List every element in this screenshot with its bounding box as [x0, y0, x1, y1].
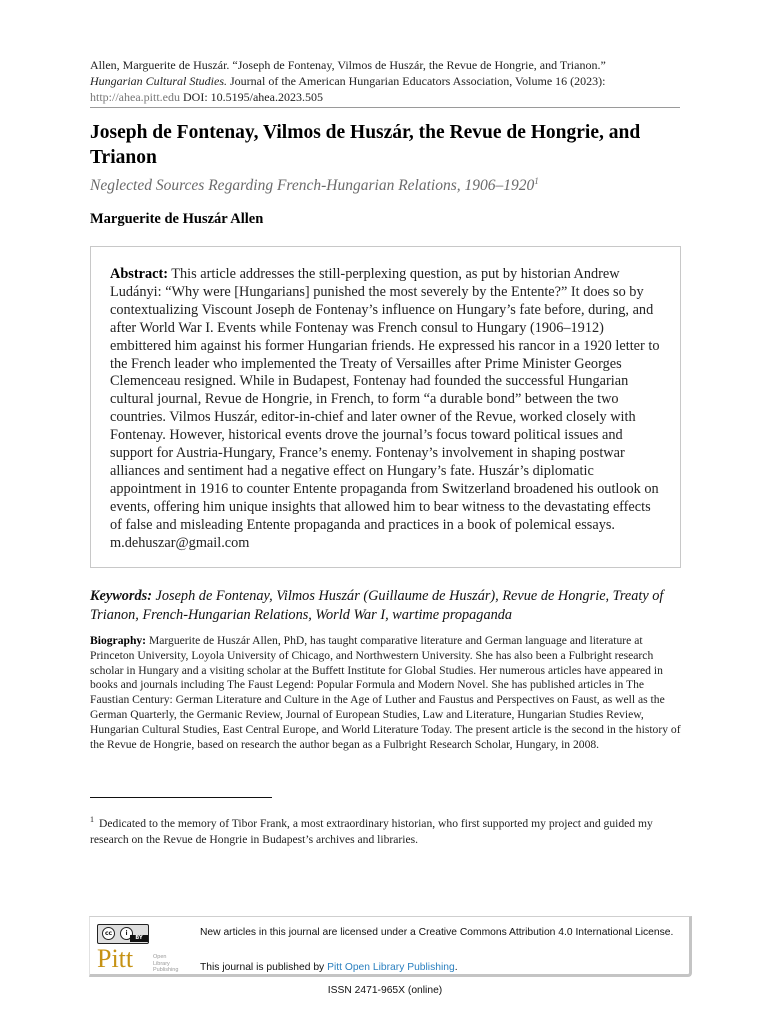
citation-line-2	[90, 73, 690, 89]
footnote-text: Dedicated to the memory of Tibor Frank, a most extraordinary historian, who first supported my project and guided my research on the Revue de Hongrie in Budapest’s archives and libraries.	[90, 817, 653, 846]
cc-by-label: BY	[130, 935, 148, 942]
footnote	[90, 816, 680, 848]
journal-name: Hungarian Cultural Studies.	[90, 74, 228, 88]
footnote-mark: 1	[90, 815, 94, 825]
logo-sub-library: Library	[153, 960, 170, 967]
article-subtitle	[90, 177, 680, 195]
abstract-text: This article addresses the still-perplexing question, as put by historian Andrew Ludányi: “Why were [Hungarians] punished the most severely by the Entente?” It does so by contextualizing Viscount Joseph de Fontenay’s influence on Hungary’s fate before, during, and after World War I. Events while Fontenay was French consul to Hungary (1906–1912) embittered him against his former Hungarian friends. He expressed his rancor in a 1920 letter to the French leader who implemented the Treaty of Versailles after Prime Minister Georges Clemenceau resigned. While in Budapest, Fontenay had founded the successful Hungarian cultural journal, Revue de Hongrie, in French, to form “a durable bond” between the two countries. Vilmos Huszár, editor-in-chief and later owner of the Revue, worked closely with Fontenay. However, historical events drove the journal’s focus toward political issues and support for Austria-Hungary, France’s enemy. Fontenay’s involvement in shaping postwar alliances and sentiment had a negative effect on Hungary’s fate. Huszár’s diplomatic appointment in 1916 to counter Entente propaganda from Switzerland broadened his outlook on events, offering him unique insights that allowed him to bear witness to the devastating effects of false and misleading Entente propaganda and practices in a book of polemical essays. m.dehuszar@gmail.com	[110, 266, 660, 551]
footnote-divider	[90, 797, 272, 798]
biography-text: Marguerite de Huszár Allen, PhD, has taught comparative literature and German language and literature at Princeton University, Loyola University of Chicago, and Northwestern University. She has also been a Fulbright research scholar in Hungary and a visiting scholar at the Buffett Institute for Global Studies. Her numerous articles have appeared in books and journals including The Faust Legend: Popular Formula and Modern Novel. She has published articles in The Faustian Century: German Literature and Culture in the Age of Luther and Faustus and Perspectives on Faust, as well as the German Quarterly, the Germanic Review, Journal of European Studies, Law and Literature, Hungarian Studies Review, Hungarian Cultural Studies, East Central Europe, and World Literature Today. The present article is the second in the history of the Revue de Hongrie, based on research the author began as a Fulbright Research Scholar, Hungary, in 2008.	[90, 634, 681, 751]
abstract-box	[90, 246, 681, 568]
article-title: Joseph de Fontenay, Vilmos de Huszár, the Revue de Hongrie, and Trianon	[90, 122, 641, 168]
license-footer	[89, 916, 692, 977]
keywords-label: Keywords:	[90, 588, 152, 604]
pitt-logo: Pitt	[97, 944, 134, 973]
doi[interactable]: DOI: 10.5195/ahea.2023.505	[182, 90, 323, 104]
author-name: Marguerite de Huszár Allen	[90, 211, 264, 227]
creative-commons-by-icon[interactable]	[97, 924, 149, 944]
publisher-text	[200, 962, 458, 973]
subtitle-text: Neglected Sources Regarding French-Hungarian Relations, 1906–1920	[90, 177, 535, 194]
issn: ISSN 2471-965X (online)	[327, 985, 443, 996]
attribution-person-icon: i	[120, 927, 133, 940]
keywords	[90, 587, 690, 624]
biography	[90, 634, 686, 752]
logo-sub-publishing: Publishing	[153, 967, 179, 973]
journal-url-link[interactable]: http://ahea.pitt.edu	[90, 90, 180, 104]
keywords-text: Joseph de Fontenay, Vilmos Huszár (Guillaume de Huszár), Revue de Hongrie, Treaty of Trianon, French-Hungarian Relations, World War I, wartime propaganda	[90, 588, 664, 623]
citation-line-3	[90, 89, 690, 105]
biography-label: Biography:	[90, 634, 147, 647]
publisher-suffix: .	[454, 962, 458, 973]
license-text: New articles in this journal are licensed under a Creative Commons Attribution 4.0 International License.	[200, 927, 674, 938]
citation-line-1: Allen, Marguerite de Huszár. “Joseph de Fontenay, Vilmos de Huszár, the Revue de Hongrie, and Trianon.”	[90, 58, 606, 72]
journal-details: Journal of the American Hungarian Educators Association, Volume 16 (2023):	[230, 74, 606, 88]
publisher-prefix: This journal is published by	[200, 962, 325, 973]
abstract-label: Abstract:	[110, 266, 168, 282]
logo-sub-open: Open	[153, 954, 167, 960]
cc-icon: cc	[102, 927, 115, 940]
pitt-logo-subtitle	[153, 954, 178, 974]
citation-header	[90, 57, 690, 105]
header-divider	[90, 107, 680, 108]
footnote-ref[interactable]: 1	[534, 175, 539, 186]
publisher-link[interactable]: Pitt Open Library Publishing	[327, 962, 455, 973]
abstract	[110, 266, 662, 553]
